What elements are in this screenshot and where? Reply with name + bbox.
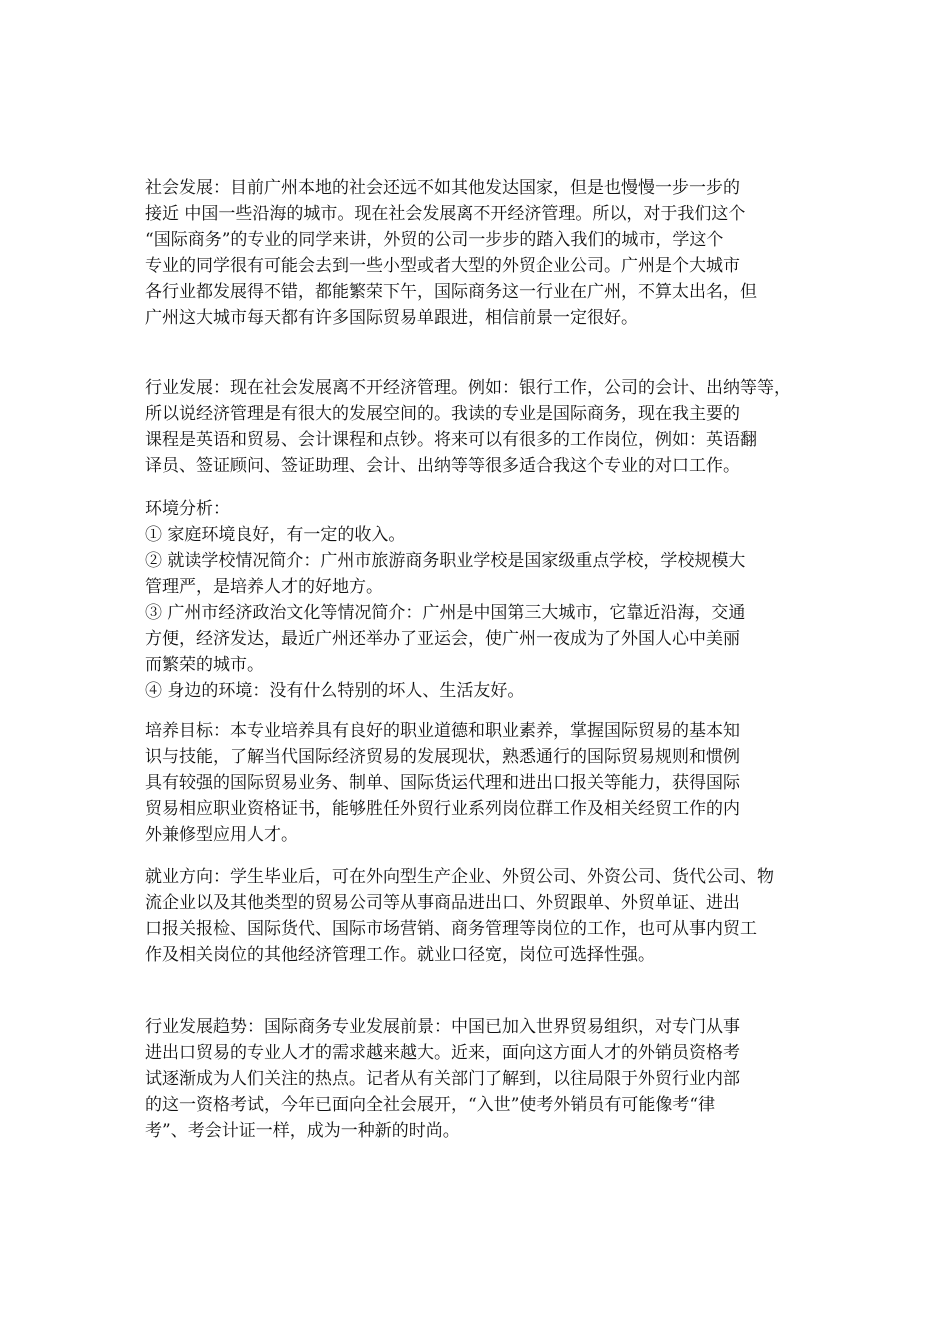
text-line: 试逐渐成为人们关注的热点。记者从有关部门了解到，以往局限于外贸行业内部 [145,1069,740,1089]
paragraph-environment-analysis [145,496,813,704]
paragraph-industry-trend [145,1014,813,1144]
text-line: 流企业以及其他类型的贸易公司等从事商品进出口、外贸跟单、外贸单证、进出 [145,893,740,913]
text-line: 广州这大城市每天都有许多国际贸易单跟进，相信前景一定很好。 [145,308,638,328]
text-line: 贸易相应职业资格证书，能够胜任外贸行业系列岗位群工作及相关经贸工作的内 [145,799,740,819]
text-line: 而繁荣的城市。 [145,655,264,675]
list-item: ① 家庭环境良好，有一定的收入。 [145,525,406,545]
text-line: 社会发展：目前广州本地的社会还远不如其他发达国家，但是也慢慢一步一步的 [145,178,740,198]
text-line: 课程是英语和贸易、会计课程和点钞。将来可以有很多的工作岗位，例如：英语翻 [145,430,757,450]
text-line: 环境分析： [145,499,230,519]
text-line: 进出口贸易的专业人才的需求越来越大。近来，面向这方面人才的外销员资格考 [145,1043,740,1063]
text-line: 方便，经济发达，最近广州还举办了亚运会，使广州一夜成为了外国人心中美丽 [145,629,740,649]
text-line: 管理严，是培养人才的好地方。 [145,577,383,597]
text-line: 接近 中国一些沿海的城市。现在社会发展离不开经济管理。所以，对于我们这个 [145,204,746,224]
text-line: 识与技能，了解当代国际经济贸易的发展现状，熟悉通行的国际贸易规则和惯例 [145,747,740,767]
list-item: ③ 广州市经济政治文化等情况简介：广州是中国第三大城市，它靠近沿海，交通 [145,603,746,623]
text-line: 行业发展：现在社会发展离不开经济管理。例如：银行工作，公司的会计、出纳等等， [145,378,791,398]
text-line: 各行业都发展得不错，都能繁荣下午，国际商务这一行业在广州，不算太出名，但 [145,282,757,302]
text-line: 外兼修型应用人才。 [145,825,298,845]
text-line: 口报关报检、国际货代、国际市场营销、商务管理等岗位的工作，也可从事内贸工 [145,919,757,939]
text-line: 的这一资格考试，今年已面向全社会展开，“入世”使考外销员有可能像考“律 [145,1095,716,1115]
text-line: 所以说经济管理是有很大的发展空间的。我读的专业是国际商务，现在我主要的 [145,404,740,424]
text-line: 行业发展趋势：国际商务专业发展前景：中国已加入世界贸易组织，对专门从事 [145,1017,740,1037]
text-line: 专业的同学很有可能会去到一些小型或者大型的外贸企业公司。广州是个大城市 [145,256,740,276]
paragraph-social-development [145,175,813,331]
text-line: 培养目标：本专业培养具有良好的职业道德和职业素养，掌握国际贸易的基本知 [145,721,740,741]
text-line: 考”、考会计证一样，成为一种新的时尚。 [145,1121,460,1141]
paragraph-training-objective [145,718,813,848]
text-line: 就业方向：学生毕业后，可在外向型生产企业、外贸公司、外资公司、货代公司、物 [145,867,774,887]
paragraph-industry-development [145,375,813,479]
text-line: 译员、签证顾问、签证助理、会计、出纳等等很多适合我这个专业的对口工作。 [145,456,740,476]
text-line: 作及相关岗位的其他经济管理工作。就业口径宽，岗位可选择性强。 [145,945,655,965]
list-item: ④ 身边的环境：没有什么特别的坏人、生活友好。 [145,681,525,701]
list-item: ② 就读学校情况简介：广州市旅游商务职业学校是国家级重点学校，学校规模大 [145,551,746,571]
text-line: 具有较强的国际贸易业务、制单、国际货运代理和进出口报关等能力，获得国际 [145,773,740,793]
paragraph-employment-direction [145,864,813,968]
text-line: “国际商务”的专业的同学来讲，外贸的公司一步步的踏入我们的城市，学这个 [145,230,724,250]
